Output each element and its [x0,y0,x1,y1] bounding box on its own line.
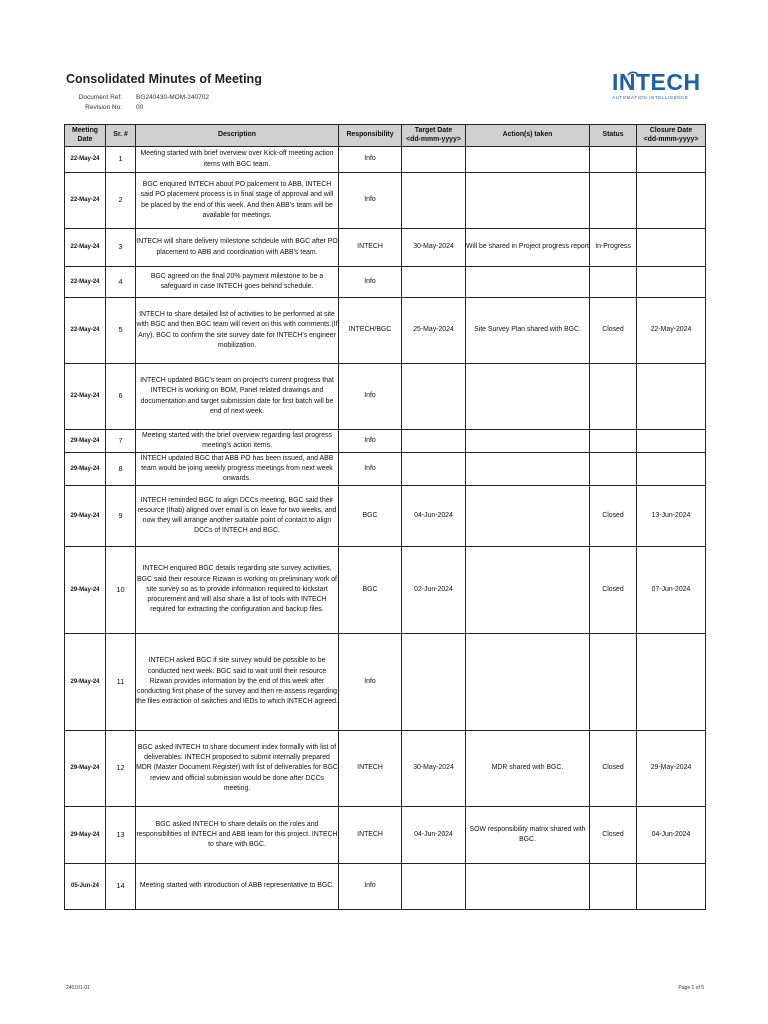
meeting-date-cell: 22-May-24 [65,147,106,173]
closure-date-cell [637,267,706,298]
action-taken-cell: SOW responsibility matrix shared with BGC. [466,807,590,864]
description-cell: INTECH to share detailed list of activities to be performed at site with BGC and then BGC team will revert on this with comments.(If Any). BGC to confirm the site survey date for INTECH's engineer mobilization. [136,298,339,364]
col-header-target-date [402,125,466,147]
col-header-responsibility: Responsibility [339,125,402,147]
description-cell: INTECH updated BGC's team on project's current progress that INTECH is working on BOM, Panel related drawings and documentation and target submission date for first batch will be end of next week. [136,364,339,430]
meeting-date-cell: 05-Jun-24 [65,864,106,910]
status-cell [590,634,637,731]
target-date-cell [402,430,466,453]
status-cell [590,430,637,453]
table-body [65,147,706,910]
meeting-date-cell: 22-May-24 [65,229,106,267]
col-header-date: Meeting Date [65,125,106,147]
table-row [65,173,706,229]
serial-number-cell: 9 [106,486,136,547]
minutes-table [64,124,706,910]
logo-tagline: AUTOMATION·INTELLIGENCE [612,95,689,100]
footer-code: 240101-01 [66,985,90,991]
status-cell [590,453,637,486]
footer-page-number: Page 1 of 5 [678,985,704,991]
status-cell [590,267,637,298]
serial-number-cell: 7 [106,430,136,453]
meeting-date-cell: 22-May-24 [65,298,106,364]
serial-number-cell: 6 [106,364,136,430]
col-header-closure-date [637,125,706,147]
table-row [65,634,706,731]
target-date-format: <dd-mmm-yyyy> [406,135,461,143]
target-date-cell [402,147,466,173]
col-header-status: Status [590,125,637,147]
table-row [65,430,706,453]
closure-date-cell [637,430,706,453]
meeting-date-cell: 29-May-24 [65,547,106,634]
target-date-cell [402,634,466,731]
responsibility-cell: INTECH/BGC [339,298,402,364]
table-row [65,298,706,364]
document-title: Consolidated Minutes of Meeting [66,72,262,86]
status-cell [590,864,637,910]
status-cell: In-Progress [590,229,637,267]
description-cell: Meeting started with brief overview over Kick-off meeting action items with BGC team. [136,147,339,173]
target-date-cell: 30-May-2024 [402,731,466,807]
description-cell: INTECH asked BGC if site survey would be possible to be conducted next week. BGC said to wait until their resource Rizwan provides information by the end of this week after conducting first phase of the survey and then re-assess regarding the files extraction of switches and IEDs to which INTECH agreed. [136,634,339,731]
target-date-cell: 25-May-2024 [402,298,466,364]
description-cell: INTECH will share delivery milestone schdeule with BGC after PO placement to ABB and coordination with ABB's team. [136,229,339,267]
table-row [65,229,706,267]
status-cell: Closed [590,547,637,634]
closure-date-cell [637,864,706,910]
description-cell: INTECH enquired BGC details regarding site survey activities, BGC said their resource Rizwan is working on preliminary work of site survey so as to provide information required to kickstart procurement and will also share a list of tools with INTECH required for extracting the configuration and backup files. [136,547,339,634]
closure-date-cell [637,634,706,731]
responsibility-cell: Info [339,453,402,486]
serial-number-cell: 1 [106,147,136,173]
description-cell: BGC asked INTECH to share document index formally with list of deliverables. INTECH proposed to submit internally prepared MDR (Master Document Register) with list of deliverables for BGC review and official submission would be done after DCCs meeting. [136,731,339,807]
serial-number-cell: 13 [106,807,136,864]
revision-value: 00 [136,104,144,111]
target-date-cell: 02-Jun-2024 [402,547,466,634]
responsibility-cell: Info [339,267,402,298]
target-date-cell: 30-May-2024 [402,229,466,267]
description-cell: INTECH reminded BGC to align DCCs meeting, BGC said their resource (Ihab) aligned over email is on leave for two weeks, and now they will arrange another suitable point of contact to align DCCs of INTECH and BGC. [136,486,339,547]
revision-row [70,103,209,113]
closure-date-cell [637,147,706,173]
document-ref-label: Document Ref: [78,94,122,101]
status-cell [590,173,637,229]
table-row [65,807,706,864]
description-cell: BGC agreed on the final 20% payment milestone to be a safeguard in case INTECH goes behind schedule. [136,267,339,298]
target-date-cell: 04-Jun-2024 [402,807,466,864]
meeting-date-cell: 29-May-24 [65,807,106,864]
responsibility-cell: BGC [339,486,402,547]
closure-date-format: <dd-mmm-yyyy> [643,135,699,143]
table-row [65,731,706,807]
responsibility-cell: Info [339,430,402,453]
responsibility-cell: BGC [339,547,402,634]
meeting-date-cell: 29-May-24 [65,486,106,547]
closure-date-cell [637,173,706,229]
closure-date-cell: 22-May-2024 [637,298,706,364]
serial-number-cell: 5 [106,298,136,364]
responsibility-cell: Info [339,173,402,229]
action-taken-cell [466,364,590,430]
serial-number-cell: 8 [106,453,136,486]
target-date-cell [402,267,466,298]
status-cell: Closed [590,731,637,807]
action-taken-cell [466,267,590,298]
status-cell: Closed [590,807,637,864]
table-row [65,453,706,486]
target-date-cell [402,173,466,229]
action-taken-cell [466,173,590,229]
action-taken-cell: Site Survey Plan shared with BGC. [466,298,590,364]
description-cell: INTECH updated BGC that ABB PO has been issued, and ABB team would be joing weekly progress meetings from next week onwards. [136,453,339,486]
responsibility-cell: INTECH [339,731,402,807]
responsibility-cell: Info [339,364,402,430]
col-header-actions: Action(s) taken [466,125,590,147]
table-row [65,147,706,173]
target-date-cell [402,453,466,486]
status-cell [590,147,637,173]
status-cell [590,364,637,430]
closure-date-cell [637,229,706,267]
meeting-date-cell: 22-May-24 [65,267,106,298]
serial-number-cell: 10 [106,547,136,634]
responsibility-cell: INTECH [339,229,402,267]
meeting-date-cell: 29-May-24 [65,430,106,453]
table-header-row [65,125,706,147]
closure-date-cell: 13-Jun-2024 [637,486,706,547]
description-cell: Meeting started with introduction of ABB representative to BGC. [136,864,339,910]
meeting-date-cell: 29-May-24 [65,453,106,486]
responsibility-cell: Info [339,147,402,173]
description-cell: BGC asked INTECH to share details on the roles and responsibilities of INTECH and ABB team for this project. INTECH to share with BGC. [136,807,339,864]
meeting-date-cell: 29-May-24 [65,634,106,731]
description-cell: Meeting started with the brief overview regarding last progress meeting's action items. [136,430,339,453]
intech-logo [612,69,701,100]
action-taken-cell: MDR shared with BGC. [466,731,590,807]
table-row [65,364,706,430]
target-date-label: Target Date [414,127,453,134]
description-cell: BGC enquired INTECH about PO palcement to ABB, INTECH said PO placement process is in final stage of approval and will be placed by the end of this week. And then ABB's team will be available for meetings. [136,173,339,229]
table-row [65,547,706,634]
responsibility-cell: Info [339,634,402,731]
closure-date-cell [637,364,706,430]
closure-date-cell: 04-Jun-2024 [637,807,706,864]
logo-name: INTECH [612,69,701,95]
serial-number-cell: 4 [106,267,136,298]
responsibility-cell: INTECH [339,807,402,864]
target-date-cell: 04-Jun-2024 [402,486,466,547]
document-ref-row [70,93,209,103]
table-row [65,864,706,910]
table-row [65,267,706,298]
responsibility-cell: Info [339,864,402,910]
closure-date-label: Closure Date [649,127,693,134]
serial-number-cell: 12 [106,731,136,807]
action-taken-cell [466,147,590,173]
document-ref-value: BG240430-MOM-240702 [136,94,209,101]
serial-number-cell: 2 [106,173,136,229]
serial-number-cell: 14 [106,864,136,910]
meeting-date-cell: 22-May-24 [65,364,106,430]
closure-date-cell: 07-Jun-2024 [637,547,706,634]
meeting-date-cell: 22-May-24 [65,173,106,229]
status-cell: Closed [590,298,637,364]
col-header-sr: Sr. # [106,125,136,147]
document-meta [70,93,209,113]
action-taken-cell [466,453,590,486]
status-cell: Closed [590,486,637,547]
target-date-cell [402,364,466,430]
target-date-cell [402,864,466,910]
serial-number-cell: 3 [106,229,136,267]
revision-label: Revision No: [85,104,122,111]
table-row [65,486,706,547]
action-taken-cell [466,864,590,910]
action-taken-cell [466,634,590,731]
action-taken-cell: Will be shared in Project progress report [466,229,590,267]
action-taken-cell [466,486,590,547]
closure-date-cell: 29-May-2024 [637,731,706,807]
meeting-date-cell: 29-May-24 [65,731,106,807]
closure-date-cell [637,453,706,486]
col-header-description: Description [136,125,339,147]
serial-number-cell: 11 [106,634,136,731]
action-taken-cell [466,547,590,634]
action-taken-cell [466,430,590,453]
